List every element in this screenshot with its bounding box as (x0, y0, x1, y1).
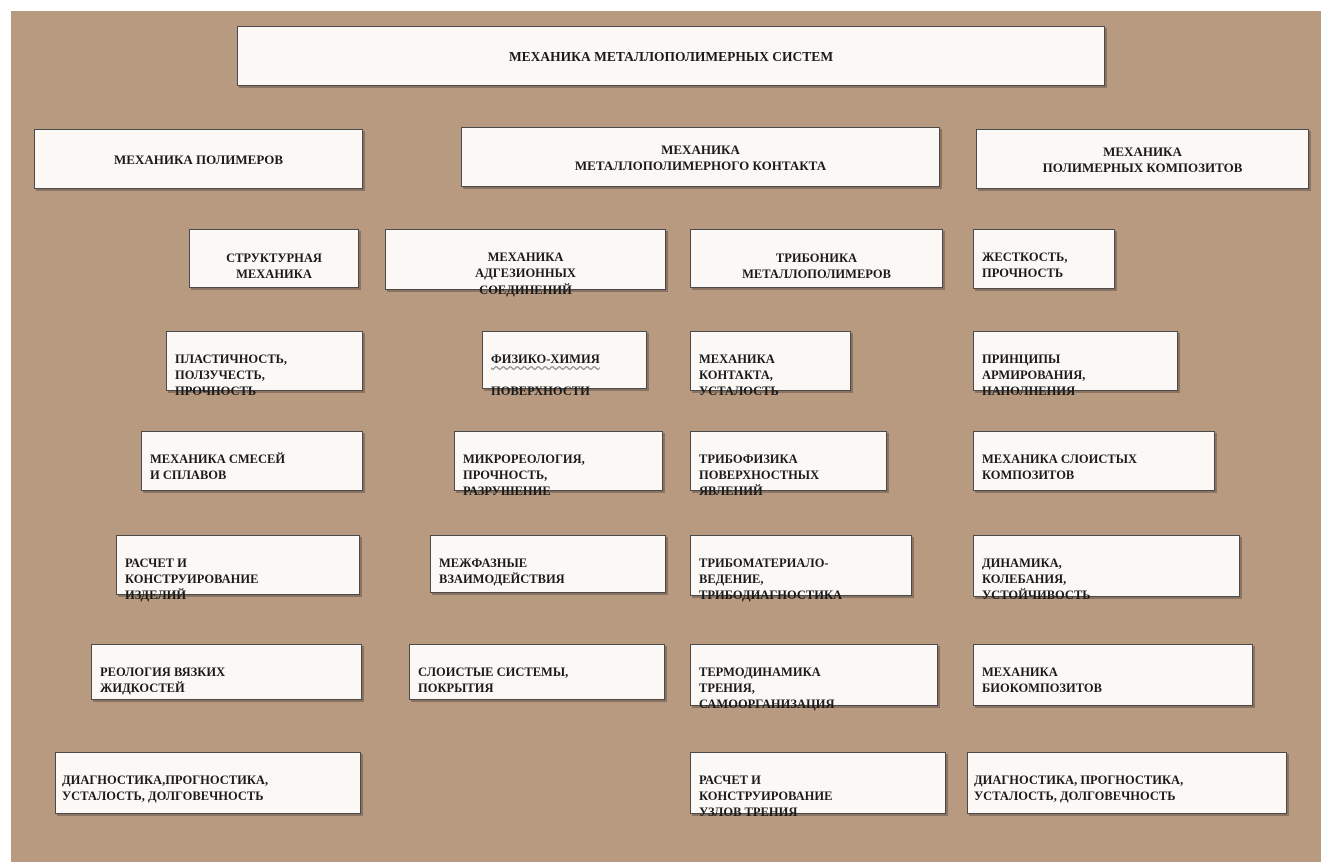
header-contact (461, 127, 940, 187)
contact-item-tribonics-text: ТРИБОНИКА МЕТАЛЛОПОЛИМЕРОВ (742, 251, 891, 281)
polymers-item-structural-text: СТРУКТУРНАЯ МЕХАНИКА (226, 251, 322, 281)
contact-item-surface-chemistry-line2: ПОВЕРХНОСТИ (491, 384, 590, 398)
composites-item-stiffness-text: ЖЕСТКОСТЬ, ПРОЧНОСТЬ (982, 250, 1068, 280)
polymers-item-blends-text: МЕХАНИКА СМЕСЕЙ И СПЛАВОВ (150, 452, 286, 482)
title-box (237, 26, 1105, 86)
contact-item-tribomaterials-text: ТРИБОМАТЕРИАЛО- ВЕДЕНИЕ, ТРИБОДИАГНОСТИКА (699, 556, 843, 602)
contact-item-interphase-text: МЕЖФАЗНЫЕ ВЗАИМОДЕЙСТВИЯ (439, 556, 565, 586)
polymers-item-diagnostics-text: ДИАГНОСТИКА,ПРОГНОСТИКА, УСТАЛОСТЬ, ДОЛГОВЕЧНОСТЬ (62, 773, 269, 803)
polymers-item-structural (189, 229, 359, 288)
contact-item-interphase (430, 535, 666, 593)
composites-item-diagnostics-text: ДИАГНОСТИКА, ПРОГНОСТИКА, УСТАЛОСТЬ, ДОЛГОВЕЧНОСТЬ (974, 773, 1184, 803)
composites-item-reinforcement-text: ПРИНЦИПЫ АРМИРОВАНИЯ, НАПОЛНЕНИЯ (982, 352, 1086, 398)
contact-item-friction-units (690, 752, 946, 819)
composites-item-biocomposites-text: МЕХАНИКА БИОКОМПОЗИТОВ (982, 665, 1102, 695)
composites-item-layered-text: МЕХАНИКА СЛОИСТЫХ КОМПОЗИТОВ (982, 452, 1137, 482)
contact-item-tribonics (690, 229, 943, 288)
contact-item-thermodynamics (690, 644, 938, 711)
composites-item-stiffness (973, 229, 1115, 289)
composites-item-layered (973, 431, 1215, 491)
header-composites-text: МЕХАНИКА ПОЛИМЕРНЫХ КОМПОЗИТОВ (1042, 143, 1243, 175)
contact-item-adhesive-joints-text: МЕХАНИКА АДГЕЗИОННЫХ СОЕДИНЕНИЙ (475, 249, 576, 297)
contact-item-friction-units-text: РАСЧЕТ И КОНСТРУИРОВАНИЕ УЗЛОВ ТРЕНИЯ (699, 773, 833, 819)
contact-item-layered (409, 644, 665, 700)
contact-item-contact-fatigue-text: МЕХАНИКА КОНТАКТА, УСТАЛОСТЬ (699, 352, 779, 398)
title-text: МЕХАНИКА МЕТАЛЛОПОЛИМЕРНЫХ СИСТЕМ (508, 48, 834, 64)
polymers-item-design (116, 535, 360, 602)
contact-item-tribophysics (690, 431, 887, 498)
contact-item-tribomaterials (690, 535, 912, 602)
contact-item-microrheology (454, 431, 663, 498)
header-contact-text: МЕХАНИКА МЕТАЛЛОПОЛИМЕРНОГО КОНТАКТА (574, 141, 827, 173)
polymers-item-rheology (91, 644, 362, 700)
header-polymers (34, 129, 363, 189)
composites-item-dynamics-text: ДИНАМИКА, КОЛЕБАНИЯ, УСТОЙЧИВОСТЬ (982, 556, 1091, 602)
polymers-item-plasticity (166, 331, 363, 398)
polymers-item-plasticity-text: ПЛАСТИЧНОСТЬ, ПОЛЗУЧЕСТЬ, ПРОЧНОСТЬ (175, 352, 288, 398)
contact-item-microrheology-text: МИКРОРЕОЛОГИЯ, ПРОЧНОСТЬ, РАЗРУШЕНИЕ (463, 452, 585, 498)
composites-item-dynamics (973, 535, 1240, 602)
composites-item-reinforcement (973, 331, 1178, 398)
composites-item-diagnostics (967, 752, 1287, 814)
contact-item-surface-chemistry-line1: ФИЗИКО-ХИМИЯ (491, 352, 600, 366)
contact-item-contact-fatigue (690, 331, 851, 398)
contact-item-surface-chemistry (482, 331, 647, 398)
polymers-item-rheology-text: РЕОЛОГИЯ ВЯЗКИХ ЖИДКОСТЕЙ (100, 665, 226, 695)
header-polymers-text: МЕХАНИКА ПОЛИМЕРОВ (114, 151, 283, 167)
polymers-item-design-text: РАСЧЕТ И КОНСТРУИРОВАНИЕ ИЗДЕЛИЙ (125, 556, 259, 602)
contact-item-layered-text: СЛОИСТЫЕ СИСТЕМЫ, ПОКРЫТИЯ (418, 665, 569, 695)
header-composites (976, 129, 1309, 189)
polymers-item-diagnostics (55, 752, 361, 814)
polymers-item-blends (141, 431, 363, 491)
contact-item-tribophysics-text: ТРИБОФИЗИКА ПОВЕРХНОСТНЫХ ЯВЛЕНИЙ (699, 452, 820, 498)
contact-item-thermodynamics-text: ТЕРМОДИНАМИКА ТРЕНИЯ, САМООРГАНИЗАЦИЯ (699, 665, 835, 711)
composites-item-biocomposites (973, 644, 1253, 706)
contact-item-adhesive-joints (385, 229, 666, 297)
